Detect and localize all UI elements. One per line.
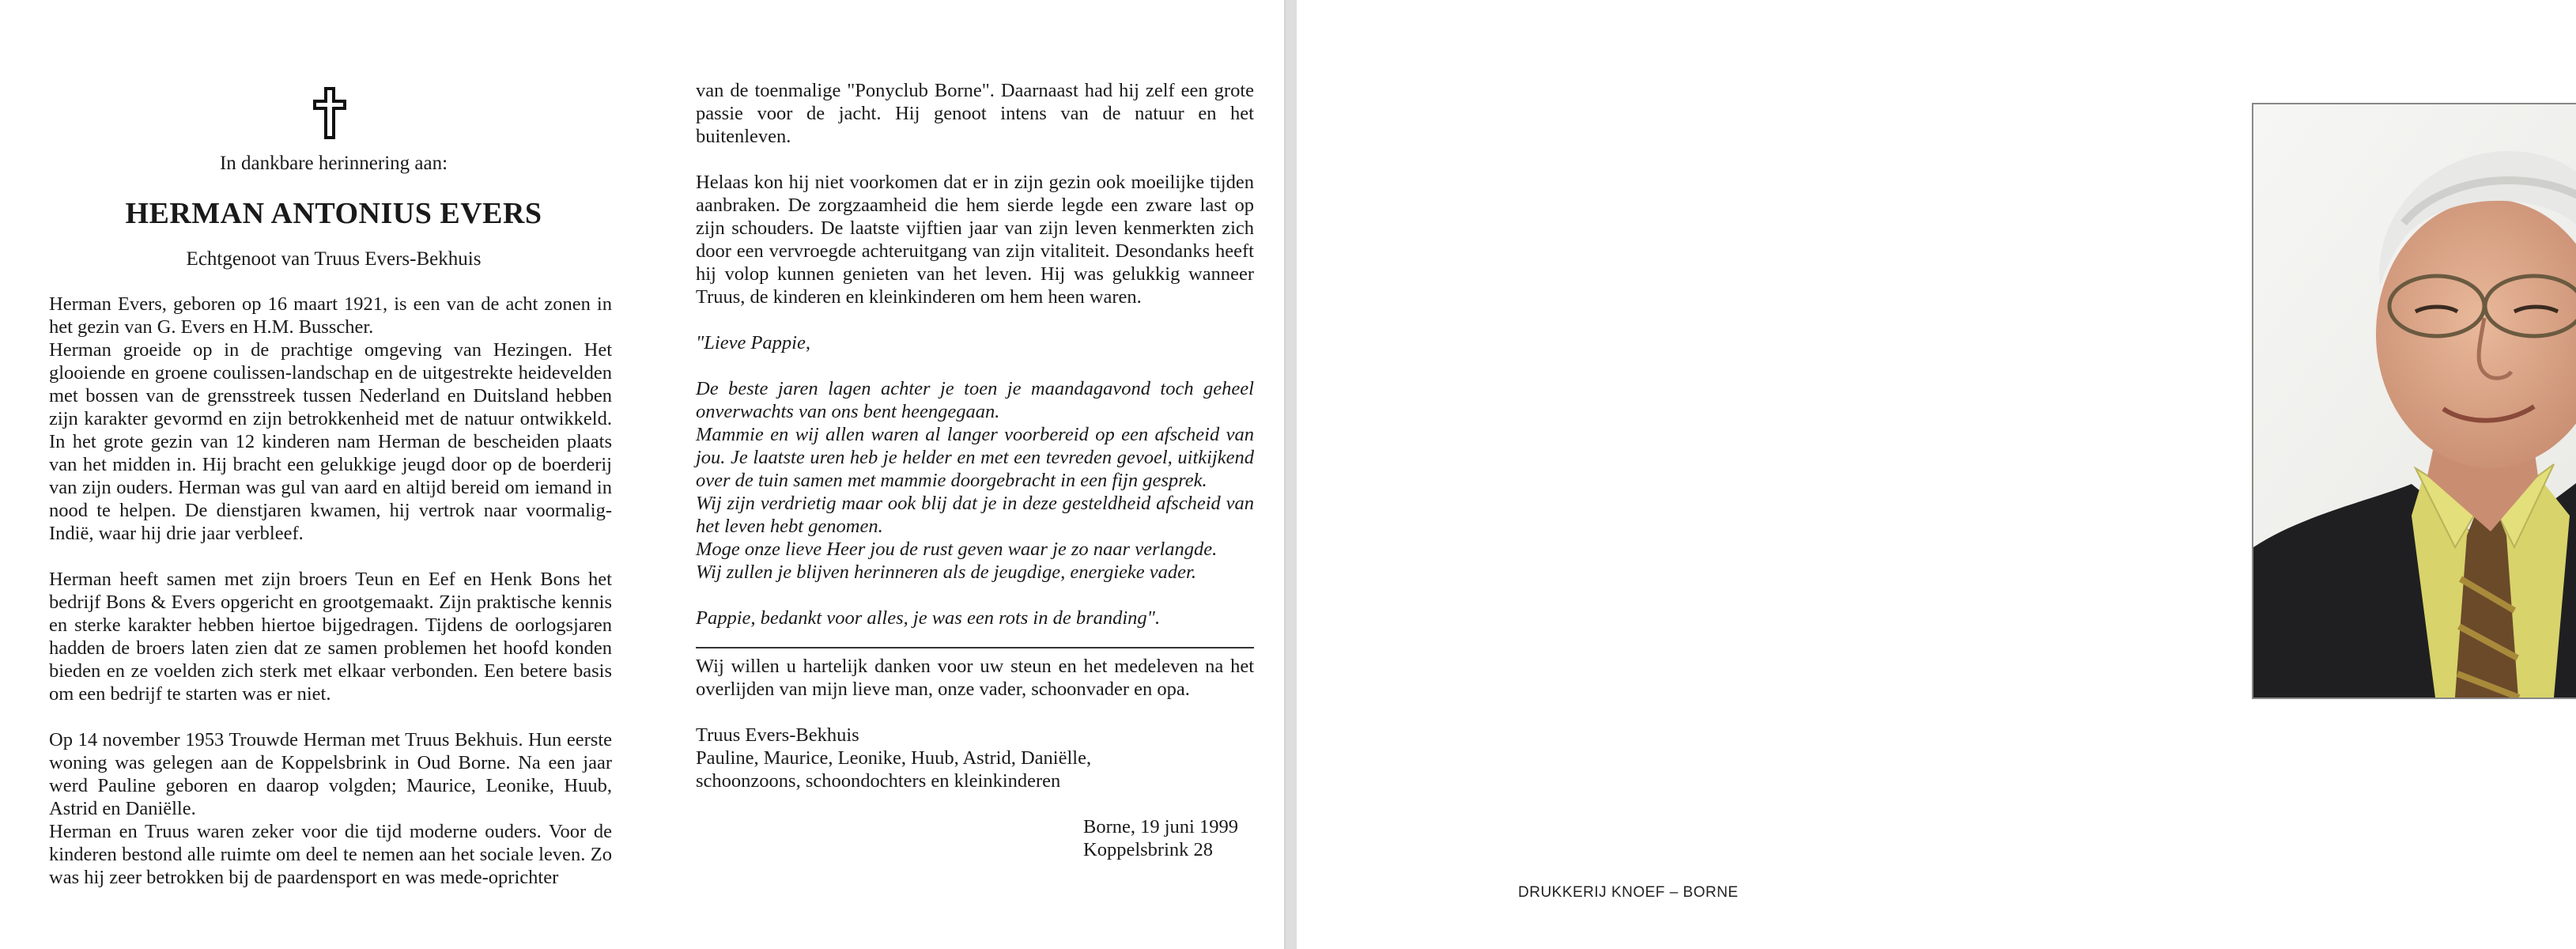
letter-closing: Pappie, bedankt voor alles, je was een rots in de branding". [696, 607, 1161, 629]
signature-children: Pauline, Maurice, Leonike, Huub, Astrid, Daniëlle, [696, 747, 1092, 769]
signature-spouse: Truus Evers-Bekhuis [696, 724, 859, 746]
thanks-message: Wij willen u hartelijk danken voor uw steun en het medeleven na het overlijden van mijn lieve man, onze vader, schoonvader en opa. [696, 656, 1254, 700]
letter-line: Wij zullen je blijven herinneren als de jeugdige, energieke vader. [696, 561, 1196, 583]
printer-credit: DRUKKERIJ KNOEF – BORNE [1518, 884, 1739, 901]
signature-extended: schoonzoons, schoondochters en kleinkinderen [696, 770, 1061, 792]
bio-paragraph: Herman Evers, geboren op 16 maart 1921, is een van de acht zonen in het gezin van G. Evers en H.M. Busscher. [49, 293, 612, 338]
divider-line [696, 647, 1254, 648]
deceased-name: HERMAN ANTONIUS EVERS [125, 197, 542, 230]
bio-paragraph: Op 14 november 1953 Trouwde Herman met Truus Bekhuis. Hun eerste woning was gelegen aan de Koppelsbrink in Oud Borne. Na een jaar werd Pauline geboren en daarop volgden; Maurice, Leonike, Huub, Astrid en Daniëlle. [49, 729, 612, 819]
spouse-line: Echtgenoot van Truus Evers-Bekhuis [186, 248, 482, 270]
biography-right-column [696, 79, 1254, 861]
letter-line: De beste jaren lagen achter je toen je maandagavond toch geheel onverwachts van ons bent heengegaan. [696, 378, 1254, 422]
letter-salutation: "Lieve Pappie, [696, 332, 810, 354]
place-date: Borne, 19 juni 1999 [1083, 816, 1238, 837]
address: Koppelsbrink 28 [1083, 839, 1213, 860]
left-page [0, 0, 1286, 949]
biography-left-column [49, 293, 612, 889]
letter-line: Wij zijn verdrietig maar ook blij dat je in deze gesteldheid afscheid van het leven hebt genomen. [696, 493, 1254, 537]
right-page [1297, 0, 2576, 949]
portrait-photo [2252, 103, 2576, 699]
bio-paragraph: Helaas kon hij niet voorkomen dat er in zijn gezin ook moeilijke tijden aanbraken. De zorgzaamheid die hem sierde legde een zware last op zijn schouders. De laatste vijftien jaar van zijn leven kenmerkten zich door een vervroegde achteruitgang van zijn vitaliteit. Desondanks heeft hij volop kunnen genieten van het leven. Hij was gelukkig wanneer Truus, de kinderen en kleinkinderen om hem heen waren. [696, 172, 1254, 308]
fold-gutter [1286, 0, 1297, 949]
letter-line: Moge onze lieve Heer jou de rust geven waar je zo naar verlangde. [696, 539, 1218, 560]
bio-paragraph: Herman groeide op in de prachtige omgeving van Hezingen. Het glooiende en groene coulissen-landschap en de uitgestrekte heidevelden met bossen van de grensstreek tussen Nederland en Duitsland hebben zijn karakter gevormd en zijn betrokkenheid met de natuur ontwikkeld. In het grote gezin van 12 kinderen nam Herman de bescheiden plaats van het midden in. Hij bracht een gelukkige jeugd door op de boerderij van zijn ouders. Herman was gul van aard en altijd bereid om iemand in nood te helpen. De dienstjaren kwamen, hij vertrok naar voormalig-Indië, waar hij drie jaar verbleef. [49, 339, 612, 544]
intro-line: In dankbare herinnering aan: [219, 153, 448, 174]
latin-cross-icon [310, 85, 349, 141]
letter-line: Mammie en wij allen waren al langer voorbereid op een afscheid van jou. Je laatste uren heb je helder en met een tevreden gevoel, uitkijkend over de tuin samen met mammie doorgebracht in een fijn gesprek. [696, 424, 1254, 491]
bio-paragraph: van de toenmalige "Ponyclub Borne". Daarnaast had hij zelf een grote passie voor de jacht. Hij genoot intens van de natuur en het buitenleven. [696, 80, 1254, 147]
bio-paragraph: Herman en Truus waren zeker voor die tijd moderne ouders. Voor de kinderen bestond alle ruimte om deel te nemen aan het sociale leven. Zo was hij zeer betrokken bij de paardensport en was mede-oprichter [49, 821, 612, 888]
portrait-illustration [2253, 104, 2576, 698]
bio-paragraph: Herman heeft samen met zijn broers Teun en Eef en Henk Bons het bedrijf Bons & Evers opgericht en grootgemaakt. Zijn praktische kennis en sterke karakter hebben hiertoe bijgedragen. Tijdens de oorlogsjaren hadden de broers laten zien dat ze samen problemen het hoofd konden bieden en ze voelden zich sterk met elkaar verbonden. Een betere basis om een bedrijf te starten was er niet. [49, 569, 612, 705]
